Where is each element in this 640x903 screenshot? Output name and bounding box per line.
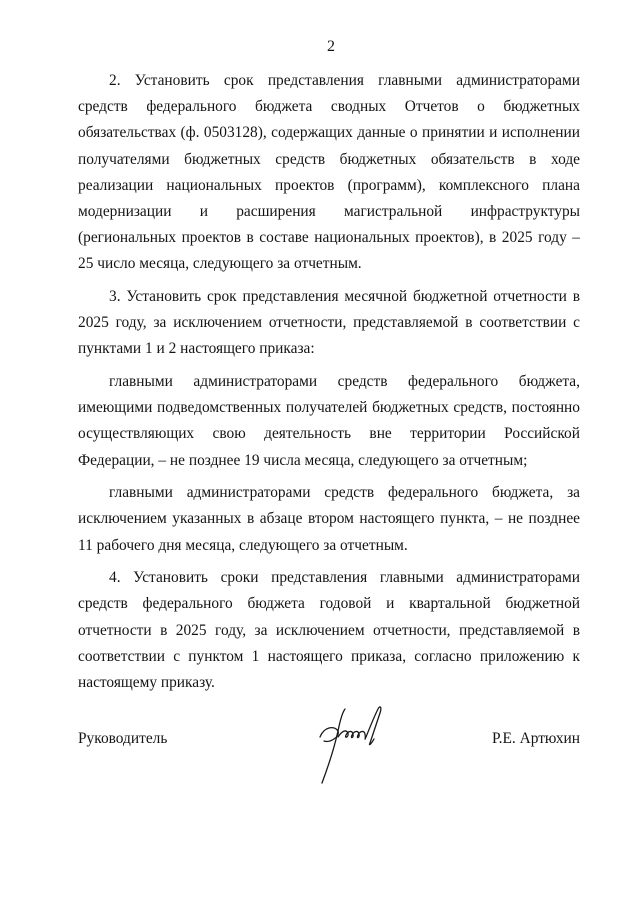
paragraph-item-3: 3. Установить срок представления месячной бюджетной отчетности в 2025 году, за исключением отчетности, представляемой в соответствии с пунктами 1 и 2 настоящего приказа: <box>78 288 580 358</box>
paragraph-item-3-sub-2: главными администраторами средств федерального бюджета, за исключением указанных в абзаце втором настоящего пункта, – не позднее 11 рабочего дня месяца, следующего за отчетным. <box>78 484 580 554</box>
document-body <box>78 68 580 703</box>
signatory-name: Р.Е. Артюхин <box>492 730 580 747</box>
signature-block <box>78 697 580 787</box>
paragraph-item-3-sub-1: главными администраторами средств федерального бюджета, имеющими подведомственных получателей бюджетных средств, постоянно осуществляющих свою деятельность вне территории Российской Федерации, – не позднее 19 числа месяца, следующего за отчетным; <box>78 373 580 469</box>
paragraph-item-2: 2. Установить срок представления главными администраторами средств федерального бюджета сводных Отчетов о бюджетных обязательствах (ф. 0503128), содержащих данные о принятии и исполнении получателями бюджетных средств бюджетных обязательств в ходе реализации национальных проектов (программ), комплексного плана модернизации и расширения магистральной инфраструктуры (региональных проектов в составе национальных проектов), в 2025 году – 25 число месяца, следующего за отчетным. <box>78 72 580 273</box>
page-number: 2 <box>327 38 335 55</box>
handwritten-signature-icon <box>300 697 390 787</box>
signatory-title: Руководитель <box>78 730 168 747</box>
paragraph-item-4: 4. Установить сроки представления главными администраторами средств федерального бюджета годовой и квартальной бюджетной отчетности в 2025 году, за исключением отчетности, представляемой в соответствии с пунктом 1 настоящего приказа, согласно приложению к настоящему приказу. <box>78 569 580 692</box>
